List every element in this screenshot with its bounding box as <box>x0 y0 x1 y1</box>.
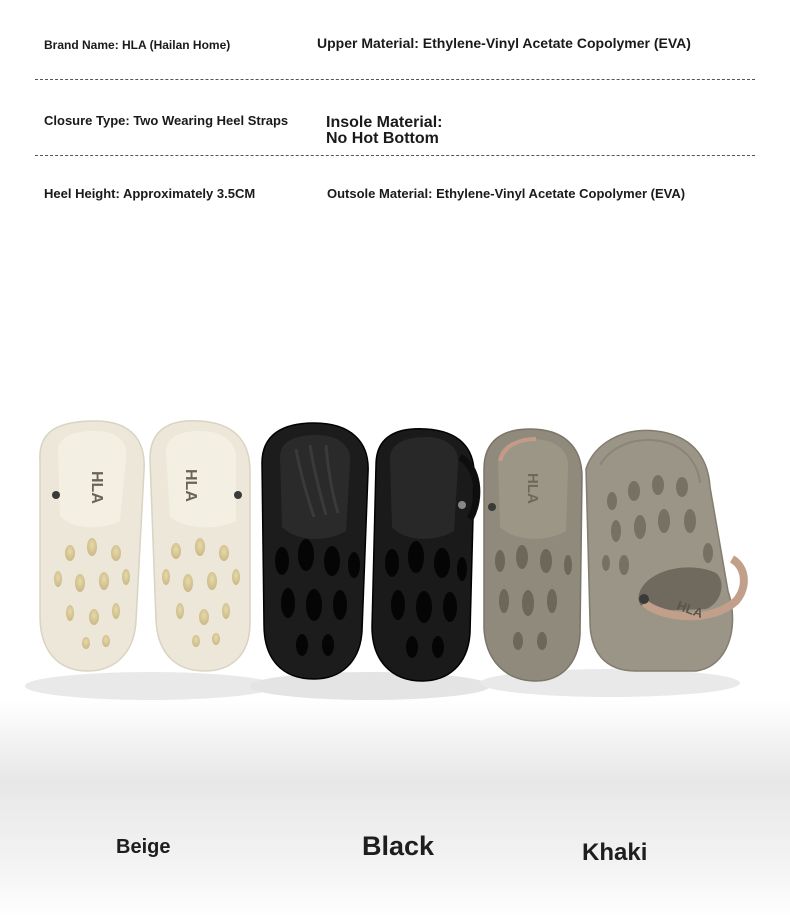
spec-table <box>35 0 755 232</box>
product-photo <box>0 231 790 919</box>
black-clog-left <box>262 423 368 679</box>
brand-logo: HLA <box>182 469 199 502</box>
floor-shadow <box>250 672 490 700</box>
clogs-illustration <box>0 231 790 919</box>
closure-type-spec: Closure Type: Two Wearing Heel Straps <box>44 113 289 128</box>
color-label-black: Black <box>362 831 435 861</box>
beige-clog-left <box>40 421 144 671</box>
brand-logo: HLA <box>88 471 105 504</box>
heel-height-spec: Heel Height: Approximately 3.5CM <box>44 186 256 201</box>
brand-logo: HLA <box>524 473 541 504</box>
color-label-beige: Beige <box>116 836 171 858</box>
khaki-clog-right <box>586 430 744 671</box>
floor-shadow <box>25 672 275 700</box>
outsole-material-spec: Outsole Material: Ethylene-Vinyl Acetate Copolymer (EVA) <box>327 186 686 201</box>
spec-row <box>35 0 755 80</box>
brand-logo: HLA <box>674 597 706 621</box>
khaki-clog-left <box>484 429 582 681</box>
spec-row <box>35 156 755 232</box>
brand-name-spec: Brand Name: HLA (Hailan Home) <box>44 38 231 52</box>
spec-row <box>35 80 755 156</box>
insole-material-spec: Insole Material: No Hot Bottom <box>326 114 443 147</box>
color-label-khaki: Khaki <box>582 839 648 866</box>
beige-clog-right <box>150 421 250 671</box>
upper-material-spec: Upper Material: Ethylene-Vinyl Acetate Copolymer (EVA) <box>317 35 691 51</box>
black-clog-right <box>372 429 477 681</box>
